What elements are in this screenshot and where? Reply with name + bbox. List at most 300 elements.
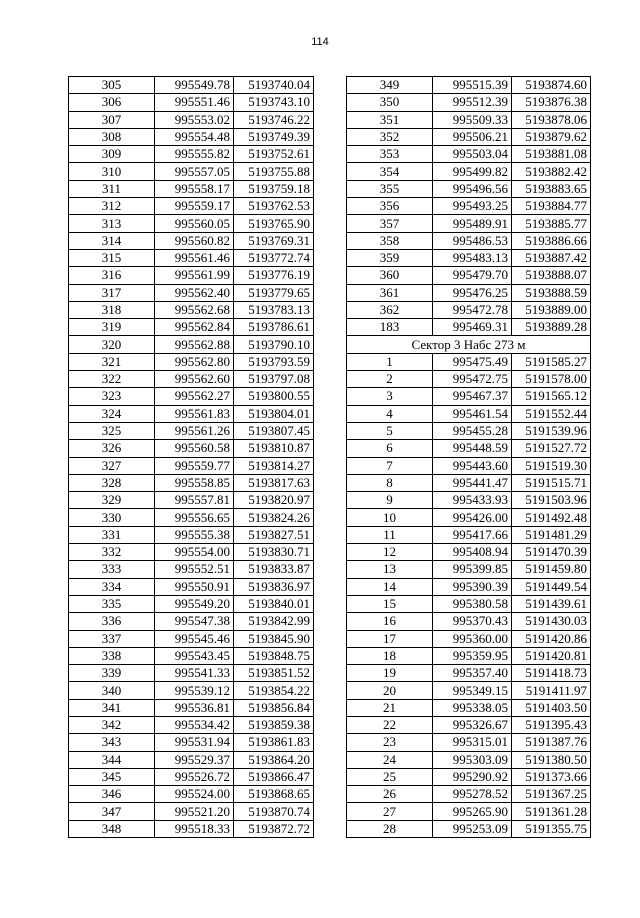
point-number: 27 (347, 803, 433, 820)
coordinate-x: 995443.60 (433, 457, 512, 474)
table-row (69, 682, 314, 699)
point-number: 305 (69, 77, 155, 94)
table-row (347, 768, 591, 785)
table-row (347, 561, 591, 578)
coordinate-x: 995265.90 (433, 803, 512, 820)
coordinate-x: 995541.33 (155, 665, 234, 682)
coordinate-y: 5193882.42 (512, 163, 591, 180)
point-number: 3 (347, 388, 433, 405)
coordinate-x: 995529.37 (155, 751, 234, 768)
coordinate-x: 995512.39 (433, 94, 512, 111)
coordinate-x: 995426.00 (433, 509, 512, 526)
point-number: 329 (69, 492, 155, 509)
table-row (347, 371, 591, 388)
point-number: 317 (69, 284, 155, 301)
coordinate-y: 5193740.04 (234, 77, 314, 94)
coordinate-y: 5191503.96 (512, 492, 591, 509)
sector-heading: Сектор 3 Набс 273 м (347, 336, 591, 353)
coordinate-y: 5193783.13 (234, 301, 314, 318)
table-row (347, 751, 591, 768)
table-row (347, 128, 591, 145)
coordinate-y: 5193886.66 (512, 232, 591, 249)
coordinate-y: 5193827.51 (234, 526, 314, 543)
table-row (347, 544, 591, 561)
coordinate-y: 5191403.50 (512, 699, 591, 716)
point-number: 331 (69, 526, 155, 543)
coordinate-y: 5193765.90 (234, 215, 314, 232)
coordinate-y: 5193889.28 (512, 319, 591, 336)
coordinate-x: 995503.04 (433, 146, 512, 163)
table-row (347, 388, 591, 405)
table-row (69, 786, 314, 803)
table-row (347, 405, 591, 422)
table-row (347, 820, 591, 837)
table-row (69, 215, 314, 232)
coordinate-y: 5193883.65 (512, 180, 591, 197)
coordinate-y: 5193779.65 (234, 284, 314, 301)
coordinate-y: 5193772.74 (234, 249, 314, 266)
coordinate-y: 5191539.96 (512, 422, 591, 439)
coordinate-x: 995559.17 (155, 198, 234, 215)
point-number: 15 (347, 595, 433, 612)
coordinate-x: 995315.01 (433, 734, 512, 751)
coordinate-y: 5191373.66 (512, 768, 591, 785)
point-number: 338 (69, 647, 155, 664)
coordinate-y: 5193872.72 (234, 820, 314, 837)
coordinate-x: 995536.81 (155, 699, 234, 716)
coordinate-x: 995417.66 (433, 526, 512, 543)
coordinate-x: 995489.91 (433, 215, 512, 232)
coordinate-x: 995531.94 (155, 734, 234, 751)
point-number: 11 (347, 526, 433, 543)
coordinate-y: 5193790.10 (234, 336, 314, 353)
coordinate-y: 5191420.86 (512, 630, 591, 647)
coordinate-x: 995360.00 (433, 630, 512, 647)
point-number: 362 (347, 301, 433, 318)
point-number: 12 (347, 544, 433, 561)
table-row (347, 319, 591, 336)
coordinate-x: 995553.02 (155, 111, 234, 128)
coordinate-y: 5193887.42 (512, 249, 591, 266)
table-row (69, 422, 314, 439)
table-row (347, 492, 591, 509)
coordinate-x: 995521.20 (155, 803, 234, 820)
table-row (69, 716, 314, 733)
coordinate-y: 5193845.90 (234, 630, 314, 647)
coordinate-x: 995557.81 (155, 492, 234, 509)
coordinate-x: 995476.25 (433, 284, 512, 301)
table-row (69, 111, 314, 128)
coordinate-y: 5191439.61 (512, 595, 591, 612)
table-row (69, 163, 314, 180)
table-row (69, 457, 314, 474)
coordinate-x: 995349.15 (433, 682, 512, 699)
point-number: 26 (347, 786, 433, 803)
coordinate-x: 995390.39 (433, 578, 512, 595)
point-number: 349 (347, 77, 433, 94)
table-row (347, 665, 591, 682)
coordinate-y: 5191430.03 (512, 613, 591, 630)
coordinate-x: 995554.48 (155, 128, 234, 145)
table-row (347, 215, 591, 232)
table-row (69, 734, 314, 751)
table-row (347, 232, 591, 249)
point-number: 2 (347, 371, 433, 388)
coordinate-x: 995483.13 (433, 249, 512, 266)
point-number: 24 (347, 751, 433, 768)
coordinate-y: 5193817.63 (234, 474, 314, 491)
coordinate-x: 995551.46 (155, 94, 234, 111)
point-number: 316 (69, 267, 155, 284)
table-row (69, 198, 314, 215)
point-number: 315 (69, 249, 155, 266)
table-row (69, 128, 314, 145)
coordinate-x: 995549.20 (155, 595, 234, 612)
coordinate-y: 5193851.52 (234, 665, 314, 682)
table-row (69, 180, 314, 197)
coordinate-x: 995555.38 (155, 526, 234, 543)
table-row (69, 768, 314, 785)
table-row (69, 613, 314, 630)
coordinate-x: 995545.46 (155, 630, 234, 647)
coordinate-x: 995433.93 (433, 492, 512, 509)
table-row (347, 578, 591, 595)
coordinate-y: 5193868.65 (234, 786, 314, 803)
table-row (347, 422, 591, 439)
point-number: 308 (69, 128, 155, 145)
point-number: 314 (69, 232, 155, 249)
point-number: 323 (69, 388, 155, 405)
table-row (347, 267, 591, 284)
point-number: 332 (69, 544, 155, 561)
point-number: 311 (69, 180, 155, 197)
point-number: 14 (347, 578, 433, 595)
coordinate-x: 995560.82 (155, 232, 234, 249)
table-row (69, 803, 314, 820)
coordinate-y: 5193878.06 (512, 111, 591, 128)
coordinate-y: 5193874.60 (512, 77, 591, 94)
coordinate-x: 995472.75 (433, 371, 512, 388)
coordinate-x: 995562.40 (155, 284, 234, 301)
point-number: 17 (347, 630, 433, 647)
table-row (69, 232, 314, 249)
table-row (69, 388, 314, 405)
table-row (69, 578, 314, 595)
point-number: 10 (347, 509, 433, 526)
coordinate-x: 995552.51 (155, 561, 234, 578)
coordinate-x: 995278.52 (433, 786, 512, 803)
coordinate-y: 5193830.71 (234, 544, 314, 561)
point-number: 328 (69, 474, 155, 491)
coordinate-y: 5193889.00 (512, 301, 591, 318)
coordinate-x: 995486.53 (433, 232, 512, 249)
point-number: 5 (347, 422, 433, 439)
table-row (69, 492, 314, 509)
point-number: 361 (347, 284, 433, 301)
coordinate-x: 995359.95 (433, 647, 512, 664)
coordinate-y: 5191470.39 (512, 544, 591, 561)
point-number: 344 (69, 751, 155, 768)
table-row (69, 630, 314, 647)
point-number: 322 (69, 371, 155, 388)
coordinate-y: 5191395.43 (512, 716, 591, 733)
point-number: 356 (347, 198, 433, 215)
point-number: 360 (347, 267, 433, 284)
coordinate-y: 5193840.01 (234, 595, 314, 612)
coordinate-y: 5193769.31 (234, 232, 314, 249)
table-row (347, 77, 591, 94)
coordinate-x: 995461.54 (433, 405, 512, 422)
coordinate-y: 5193888.07 (512, 267, 591, 284)
table-row (69, 474, 314, 491)
table-row (69, 405, 314, 422)
point-number: 319 (69, 319, 155, 336)
point-number: 309 (69, 146, 155, 163)
point-number: 327 (69, 457, 155, 474)
point-number: 19 (347, 665, 433, 682)
coordinate-x: 995290.92 (433, 768, 512, 785)
point-number: 352 (347, 128, 433, 145)
table-row (347, 613, 591, 630)
coordinate-x: 995556.65 (155, 509, 234, 526)
coordinate-x: 995524.00 (155, 786, 234, 803)
coordinate-y: 5193800.55 (234, 388, 314, 405)
point-number: 345 (69, 768, 155, 785)
point-number: 359 (347, 249, 433, 266)
point-number: 348 (69, 820, 155, 837)
point-number: 318 (69, 301, 155, 318)
coordinate-y: 5193743.10 (234, 94, 314, 111)
table-row (69, 526, 314, 543)
point-number: 313 (69, 215, 155, 232)
table-row (69, 699, 314, 716)
point-number: 353 (347, 146, 433, 163)
coordinate-x: 995509.33 (433, 111, 512, 128)
table-row (69, 336, 314, 353)
coordinate-x: 995518.33 (155, 820, 234, 837)
table-row (347, 111, 591, 128)
point-number: 333 (69, 561, 155, 578)
coordinate-x: 995543.45 (155, 647, 234, 664)
point-number: 358 (347, 232, 433, 249)
coordinate-y: 5193810.87 (234, 440, 314, 457)
coordinate-x: 995562.88 (155, 336, 234, 353)
table-row (69, 820, 314, 837)
coordinate-x: 995370.43 (433, 613, 512, 630)
coordinate-y: 5193885.77 (512, 215, 591, 232)
table-row (347, 457, 591, 474)
coordinate-x: 995558.17 (155, 180, 234, 197)
table-row (347, 198, 591, 215)
table-row (69, 440, 314, 457)
point-number: 9 (347, 492, 433, 509)
coordinate-y: 5193864.20 (234, 751, 314, 768)
point-number: 334 (69, 578, 155, 595)
coordinate-y: 5193807.45 (234, 422, 314, 439)
coordinate-y: 5191481.29 (512, 526, 591, 543)
coordinate-y: 5193797.08 (234, 371, 314, 388)
table-row (347, 630, 591, 647)
point-number: 330 (69, 509, 155, 526)
table-row (347, 734, 591, 751)
table-row (347, 180, 591, 197)
point-number: 355 (347, 180, 433, 197)
coordinate-x: 995547.38 (155, 613, 234, 630)
coordinate-y: 5191355.75 (512, 820, 591, 837)
coordinate-x: 995561.99 (155, 267, 234, 284)
point-number: 25 (347, 768, 433, 785)
coordinate-x: 995549.78 (155, 77, 234, 94)
point-number: 16 (347, 613, 433, 630)
coordinate-y: 5193793.59 (234, 353, 314, 370)
coordinate-y: 5193755.88 (234, 163, 314, 180)
coordinate-y: 5191420.81 (512, 647, 591, 664)
point-number: 20 (347, 682, 433, 699)
point-number: 312 (69, 198, 155, 215)
table-row (347, 699, 591, 716)
coordinate-x: 995526.72 (155, 768, 234, 785)
point-number: 183 (347, 319, 433, 336)
table-row (69, 301, 314, 318)
point-number: 354 (347, 163, 433, 180)
table-row (347, 803, 591, 820)
point-number: 28 (347, 820, 433, 837)
coordinate-y: 5191387.76 (512, 734, 591, 751)
table-row (347, 301, 591, 318)
table-row (347, 526, 591, 543)
page-number: 114 (311, 36, 329, 48)
coordinate-x: 995555.82 (155, 146, 234, 163)
table-row (69, 94, 314, 111)
coordinate-y: 5191367.25 (512, 786, 591, 803)
point-number: 13 (347, 561, 433, 578)
table-row (347, 94, 591, 111)
point-number: 325 (69, 422, 155, 439)
point-number: 21 (347, 699, 433, 716)
coordinate-x: 995441.47 (433, 474, 512, 491)
coordinate-y: 5191519.30 (512, 457, 591, 474)
table-row (347, 146, 591, 163)
point-number: 4 (347, 405, 433, 422)
coordinate-y: 5191565.12 (512, 388, 591, 405)
point-number: 22 (347, 716, 433, 733)
point-number: 339 (69, 665, 155, 682)
coordinate-x: 995561.83 (155, 405, 234, 422)
coordinate-x: 995562.84 (155, 319, 234, 336)
point-number: 350 (347, 94, 433, 111)
coordinate-x: 995479.70 (433, 267, 512, 284)
coordinate-y: 5193814.27 (234, 457, 314, 474)
coordinate-x: 995380.58 (433, 595, 512, 612)
coordinate-y: 5193746.22 (234, 111, 314, 128)
coordinate-y: 5193859.38 (234, 716, 314, 733)
coordinate-x: 995561.26 (155, 422, 234, 439)
coordinate-y: 5191459.80 (512, 561, 591, 578)
point-number: 306 (69, 94, 155, 111)
coordinate-y: 5193776.19 (234, 267, 314, 284)
point-number: 8 (347, 474, 433, 491)
coordinate-y: 5193876.38 (512, 94, 591, 111)
coordinate-x: 995303.09 (433, 751, 512, 768)
coordinate-y: 5193842.99 (234, 613, 314, 630)
coordinate-x: 995326.67 (433, 716, 512, 733)
coordinate-x: 995562.68 (155, 301, 234, 318)
coordinate-y: 5193749.39 (234, 128, 314, 145)
coordinate-y: 5193848.75 (234, 647, 314, 664)
table-row (69, 249, 314, 266)
table-row (69, 319, 314, 336)
coordinate-y: 5191527.72 (512, 440, 591, 457)
coordinate-y: 5191492.48 (512, 509, 591, 526)
coordinate-x: 995493.25 (433, 198, 512, 215)
coordinate-y: 5191380.50 (512, 751, 591, 768)
coordinate-x: 995559.77 (155, 457, 234, 474)
point-number: 321 (69, 353, 155, 370)
table-row (347, 249, 591, 266)
coordinate-y: 5193833.87 (234, 561, 314, 578)
coordinate-x: 995562.27 (155, 388, 234, 405)
point-number: 6 (347, 440, 433, 457)
coordinate-y: 5191515.71 (512, 474, 591, 491)
coordinate-x: 995338.05 (433, 699, 512, 716)
coordinate-x: 995562.80 (155, 353, 234, 370)
coordinate-x: 995455.28 (433, 422, 512, 439)
table-row (347, 647, 591, 664)
coordinate-x: 995499.82 (433, 163, 512, 180)
coordinate-x: 995399.85 (433, 561, 512, 578)
coordinates-table-left (68, 76, 314, 838)
table-row (69, 595, 314, 612)
table-row (69, 665, 314, 682)
coordinate-y: 5191552.44 (512, 405, 591, 422)
point-number: 347 (69, 803, 155, 820)
point-number: 351 (347, 111, 433, 128)
coordinate-y: 5193870.74 (234, 803, 314, 820)
table-row (347, 474, 591, 491)
point-number: 18 (347, 647, 433, 664)
point-number: 335 (69, 595, 155, 612)
coordinate-x: 995253.09 (433, 820, 512, 837)
table-row (69, 371, 314, 388)
point-number: 340 (69, 682, 155, 699)
coordinate-y: 5191449.54 (512, 578, 591, 595)
coordinate-y: 5193879.62 (512, 128, 591, 145)
coordinate-x: 995475.49 (433, 353, 512, 370)
coordinate-x: 995357.40 (433, 665, 512, 682)
table-row (69, 509, 314, 526)
coordinate-x: 995408.94 (433, 544, 512, 561)
point-number: 336 (69, 613, 155, 630)
table-row (69, 77, 314, 94)
sector-heading-row (347, 336, 591, 353)
coordinate-x: 995557.05 (155, 163, 234, 180)
table-row (69, 146, 314, 163)
coordinate-x: 995496.56 (433, 180, 512, 197)
coordinate-y: 5193856.84 (234, 699, 314, 716)
point-number: 343 (69, 734, 155, 751)
coordinate-x: 995472.78 (433, 301, 512, 318)
coordinate-x: 995554.00 (155, 544, 234, 561)
coordinate-x: 995560.05 (155, 215, 234, 232)
coordinate-x: 995448.59 (433, 440, 512, 457)
coordinate-y: 5193762.53 (234, 198, 314, 215)
coordinate-y: 5193888.59 (512, 284, 591, 301)
coordinate-y: 5193884.77 (512, 198, 591, 215)
point-number: 23 (347, 734, 433, 751)
coordinate-x: 995560.58 (155, 440, 234, 457)
table-row (69, 284, 314, 301)
coordinate-y: 5191361.28 (512, 803, 591, 820)
